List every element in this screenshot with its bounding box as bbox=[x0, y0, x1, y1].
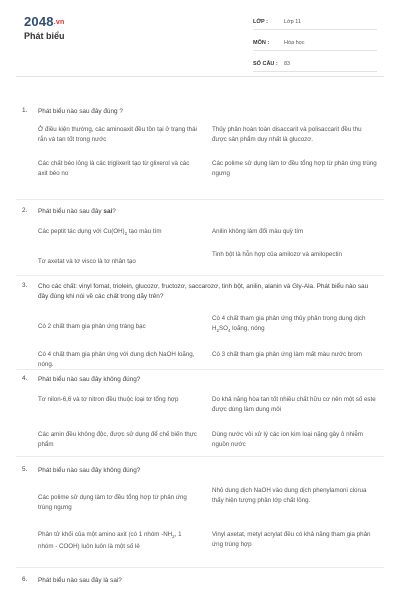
option-d[interactable]: Tinh bột là hỗn hợp của amilozơ và amilopectin bbox=[212, 251, 342, 258]
option-d[interactable]: Có 3 chất tham gia phản ứng làm mất màu nước brom bbox=[212, 351, 362, 358]
logo-text: 2048 bbox=[24, 14, 54, 29]
option-a[interactable]: Các peptit tác dụng với $Cu(OH)_2$ tạo màu tím bbox=[38, 228, 162, 237]
meta-row-count bbox=[253, 56, 377, 72]
question-text: Phát biểu nào sau đây không đúng? bbox=[38, 467, 141, 474]
question-separator bbox=[16, 275, 384, 276]
question-number: 6. bbox=[22, 576, 28, 583]
question-separator bbox=[16, 456, 384, 457]
option-b[interactable]: Nhỏ dung dịch NaOH vào dung dịch phenylamoni clorua thấy hiện tượng phân lớp chất lỏng. bbox=[212, 487, 367, 504]
meta-value: 83 bbox=[284, 60, 291, 67]
question-text: Phát biểu nào sau đây đúng ? bbox=[38, 108, 123, 115]
option-a[interactable]: Tơ nilon-6,6 và tơ nitron đều thuộc loại tơ tổng hợp bbox=[38, 396, 179, 403]
question-text: Phát biểu nào sau đây không đúng? bbox=[38, 376, 141, 383]
question-text-part: Phát biểu nào sau đây bbox=[38, 208, 104, 215]
meta-row-subject bbox=[253, 35, 377, 51]
site-logo[interactable] bbox=[24, 14, 64, 29]
option-b[interactable]: Anilin không làm đổi màu quỳ tím bbox=[212, 228, 304, 235]
option-b[interactable]: Do khả năng hòa tan tốt nhiều chất hữu cơ nên một số este được dùng làm dung môi bbox=[212, 396, 376, 413]
question-text: Phát biểu nào sau đây là sai? bbox=[38, 577, 122, 584]
question-text-part: ? bbox=[112, 208, 116, 215]
question-text: Cho các chất: vinyl fomat, triolein, glucozơ, fructozơ, saccarozơ, tinh bột, anilin, alanin và Gly-Ala. Phát biểu nào sau đây đúng khi nói về các chất trong dãy trên? bbox=[38, 283, 369, 300]
question-number: 3. bbox=[22, 282, 28, 289]
question-separator bbox=[16, 369, 384, 370]
question-separator bbox=[16, 567, 384, 568]
option-c[interactable]: Các amin đều không độc, được sử dụng để chế biến thực phẩm bbox=[38, 431, 197, 448]
meta-value: Lớp 11 bbox=[284, 18, 301, 25]
meta-row-class bbox=[253, 14, 377, 30]
option-c[interactable]: Các chất béo lỏng là các triglixerit tạo từ glixerol và các axit béo no bbox=[38, 160, 190, 177]
question-separator bbox=[16, 199, 384, 200]
question-number: 2. bbox=[22, 207, 28, 214]
worksheet-meta bbox=[253, 14, 377, 77]
header-divider bbox=[16, 76, 384, 77]
question-number: 4. bbox=[22, 375, 28, 382]
option-b[interactable]: Có 4 chất tham gia phản ứng thủy phân trong dung dịch $H_2SO_4$ loãng, nóng bbox=[212, 315, 366, 333]
page-title: Phát biểu bbox=[24, 31, 65, 41]
meta-label: MÔN : bbox=[253, 39, 270, 46]
option-c[interactable]: Có 4 chất tham gia phản ứng với dung dịch NaOH loãng, nóng. bbox=[38, 351, 195, 368]
meta-label: LỚP : bbox=[253, 18, 268, 25]
option-a[interactable]: Có 2 chất tham gia phản ứng tráng bạc bbox=[38, 323, 146, 330]
meta-label: SỐ CÂU : bbox=[253, 60, 278, 67]
question-number: 1. bbox=[22, 107, 28, 114]
meta-value: Hóa học bbox=[284, 39, 305, 46]
question-number: 5. bbox=[22, 466, 28, 473]
option-a[interactable]: Ở điều kiện thường, các aminoaxit đều tồn tại ở trạng thái rắn và tan tốt trong nước bbox=[38, 126, 197, 143]
question-text-emphasis: sai bbox=[103, 208, 113, 215]
question-text bbox=[38, 207, 370, 217]
option-b[interactable]: Thủy phân hoàn toàn disaccarit và polisaccarit đều thu được sản phẩm duy nhất là glucozơ. bbox=[212, 126, 362, 143]
option-d[interactable]: Các polime sử dụng làm tơ đều tổng hợp từ phản ứng trùng ngưng bbox=[212, 160, 377, 177]
option-d[interactable]: Vinyl axetat, metyl acrylat đều có khả năng tham gia phản ứng trùng hợp bbox=[212, 531, 371, 548]
option-d[interactable]: Dùng nước vôi xử lý các ion kim loại nặng gây ô nhiễm nguồn nước bbox=[212, 431, 363, 448]
page-header bbox=[0, 0, 400, 66]
logo-suffix: .vn bbox=[53, 19, 65, 27]
option-a[interactable]: Các polime sử dụng làm tơ đều tổng hợp từ phản ứng trùng ngưng bbox=[38, 494, 187, 511]
option-c[interactable]: Tơ axetat và tơ visco là tơ nhân tạo bbox=[38, 258, 136, 265]
option-c[interactable]: Phân tử khối của một amino axit (có 1 nhóm $-NH_2$, 1 nhóm - COOH) luôn luôn là một số lẻ bbox=[38, 531, 182, 550]
